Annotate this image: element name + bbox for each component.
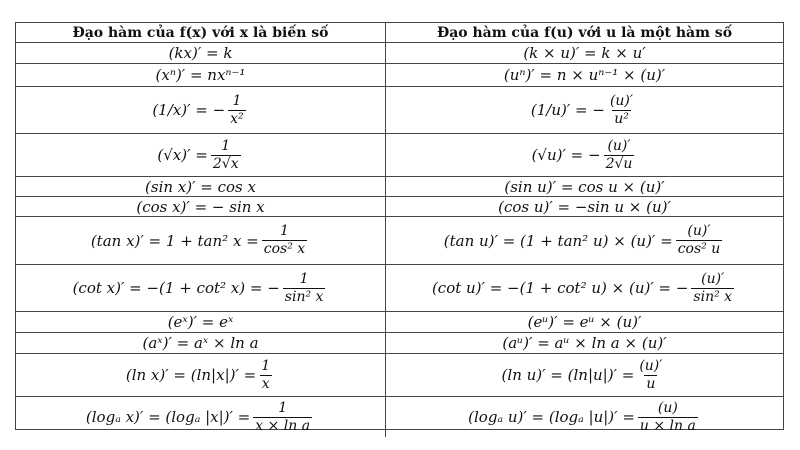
formula-cell-left [16,312,386,333]
fraction-numerator: (u) [657,399,678,416]
formula-text: (tan x)′ = 1 + tan² x = [90,231,259,250]
formula-text: (ln u)′ = (ln|u|)′ = [501,366,635,384]
fraction-denominator: sin² x [693,288,733,305]
fraction-numerator: (u)′ [607,137,631,154]
header-left [16,23,386,43]
fraction-denominator: sin² x [284,288,324,305]
fraction-denominator: u² [614,110,629,127]
formula-text: (eˣ)′ = eˣ [167,313,234,331]
fraction-numerator: (u)′ [639,357,663,374]
fraction-denominator: u [646,375,656,392]
fraction-denominator: x² [230,110,244,127]
formula-text: (ln x)′ = (ln|x|)′ = [125,366,257,384]
fraction-numerator: 1 [221,137,231,154]
fraction [228,94,246,126]
formula-cell-right [386,397,783,437]
fraction-denominator: 2√x [212,155,239,172]
fraction [676,224,723,256]
formula-cell-right [386,64,783,87]
formula-text: (sin u)′ = cos u × (u)′ [504,177,665,196]
fraction [604,139,635,171]
formula-cell-right [386,197,783,217]
fraction-numerator: 1 [299,270,309,287]
fraction-denominator: 2√u [605,155,633,172]
fraction-denominator: x [261,375,270,392]
fraction-denominator: cos² x [263,241,306,257]
derivative-table [15,22,784,434]
formula-cell-left [16,197,386,217]
formula-text: (xⁿ)′ = nxⁿ⁻¹ [155,66,246,84]
fraction-numerator: 1 [261,357,271,374]
formula-cell-left [16,87,386,134]
fraction [211,139,241,171]
fraction [637,359,664,391]
formula-text: (tan u)′ = (1 + tan² u) × (u)′ = [443,231,673,250]
formula-cell-left [16,217,386,265]
formula-text: (logₐ u)′ = (logₐ |u|)′ = [468,408,635,426]
formula-cell-right [386,134,783,177]
fraction-numerator: (u)′ [701,270,725,287]
fraction [253,401,312,433]
formula-cell-right [386,217,783,265]
fraction [638,401,698,433]
fraction [259,359,272,391]
fraction [262,224,307,256]
fraction-denominator: u × ln a [639,417,696,434]
formula-cell-left [16,177,386,197]
formula-cell-left [16,333,386,354]
formula-text: (√x)′ = [157,146,208,164]
formula-cell-right [386,354,783,397]
fraction-numerator: (u)′ [609,92,634,109]
header-left-text: Đạo hàm của f(x) với x là biến số [72,24,329,41]
formula-cell-right [386,43,783,64]
formula-text: (logₐ x)′ = (logₐ |x|)′ = [85,408,251,426]
formula-text: (kx)′ = k [168,44,233,62]
formula-text: (√u)′ = − [531,146,601,164]
fraction [691,272,734,304]
formula-cell-left [16,43,386,64]
formula-text: (k × u)′ = k × u′ [523,44,646,62]
formula-cell-right [386,312,783,333]
formula-text: (aᵘ)′ = aᵘ × ln a × (u)′ [502,334,667,352]
fraction-denominator: x × ln a [255,417,311,434]
fraction-numerator: (u)′ [687,223,711,240]
header-right [386,23,783,43]
fraction [608,94,635,126]
formula-text: (sin x)′ = cos x [145,177,256,196]
header-right-text: Đạo hàm của f(u) với u là một hàm số [436,24,733,41]
fraction [283,272,326,304]
formula-text: (aˣ)′ = aˣ × ln a [142,334,259,352]
formula-cell-left [16,265,386,312]
formula-cell-right [386,87,783,134]
formula-cell-right [386,177,783,197]
fraction-denominator: cos² u [677,241,721,257]
fraction-numerator: 1 [232,92,242,109]
formula-text: (cot x)′ = −(1 + cot² x) = − [72,279,280,297]
formula-cell-right [386,265,783,312]
formula-text: (cos u)′ = −sin u × (u)′ [498,197,671,216]
formula-text: (cot u)′ = −(1 + cot² u) × (u)′ = − [431,279,689,297]
formula-text: (eᵘ)′ = eᵘ × (u)′ [527,313,642,331]
formula-cell-left [16,354,386,397]
formula-text: (1/x)′ = − [152,101,226,119]
formula-text: (1/u)′ = − [530,101,605,119]
formula-cell-right [386,333,783,354]
formula-text: (cos x)′ = − sin x [136,197,265,216]
formula-cell-left [16,134,386,177]
fraction-numerator: 1 [280,223,289,240]
formula-cell-left [16,64,386,87]
formula-cell-left [16,397,386,437]
fraction-numerator: 1 [278,399,288,416]
formula-text: (uⁿ)′ = n × uⁿ⁻¹ × (u)′ [503,66,666,84]
